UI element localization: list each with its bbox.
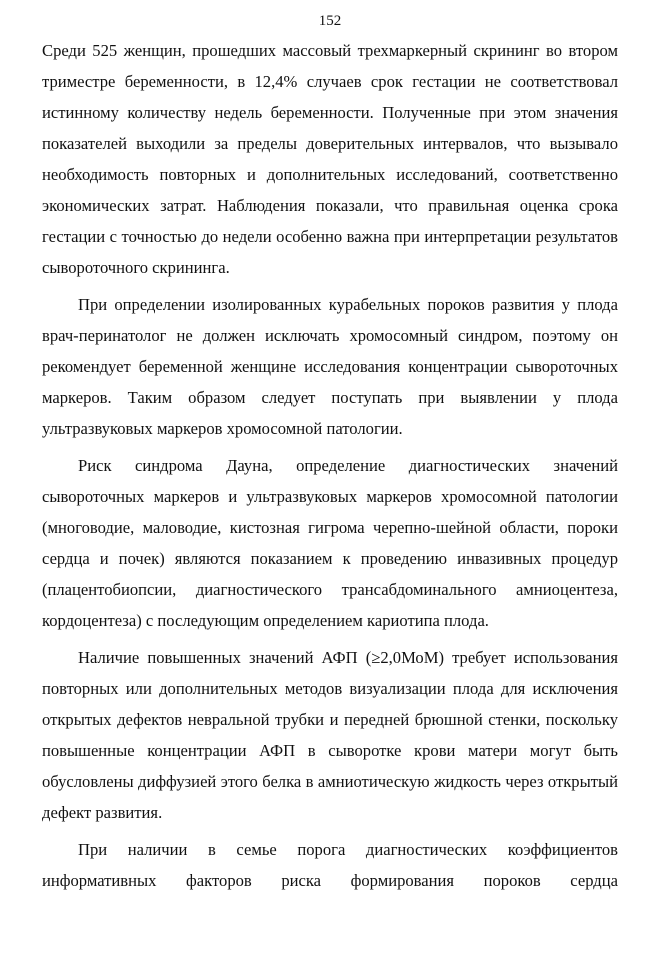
paragraph-afp-elevated: Наличие повышенных значений АФП (≥2,0МоМ) требует использования повторных или дополнительных методов визуализации плода для исключения открытых дефектов невральной трубки и передней брюшной стенки, поскольку повышенные концентрации АФП в сыворотке крови матери могут быть обусловлены диффузией этого белка в амниотическую жидкость через открытый дефект развития. [42,648,618,822]
paragraph-gestation-screening: Среди 525 женщин, прошедших массовый трехмаркерный скрининг во втором триместре беременности, в 12,4% случаев срок гестации не соответствовал истинному количеству недель беременности. Полученные при этом значения показателей выходили за пределы доверительных интервалов, что вызывало необходимость повторных и дополнительных исследований, соответственно экономических затрат. Наблюдения показали, что правильная оценка срока гестации с точностью до недели особенно важна при интерпретации результатов сывороточного скрининга. [42,41,618,277]
page-number: 152 [318,13,342,29]
paragraph-down-syndrome-risk: Риск синдрома Дауна, определение диагностических значений сывороточных маркеров и ультразвуковых маркеров хромосомной патологии (многоводие, маловодие, кистозная гигрома черепно-шейной области, пороки сердца и почек) являются показанием к проведению инвазивных процедур (плацентобиопсии, диагностического трансабдоминального амниоцентеза, кордоцентеза) с последующим определением кариотипа плода. [42,456,618,630]
body-text [42,35,618,896]
paragraph-heart-defects: При наличии в семье порога диагностических коэффициентов информативных факторов риска формирования пороков сердца [42,840,618,890]
paragraph-isolated-defects: При определении изолированных курабельных пороков развития у плода врач-перинатолог не должен исключать хромосомный синдром, поэтому он рекомендует беременной женщине исследования концентрации сывороточных маркеров. Таким образом следует поступать при выявлении у плода ультразвуковых маркеров хромосомной патологии. [42,295,618,438]
